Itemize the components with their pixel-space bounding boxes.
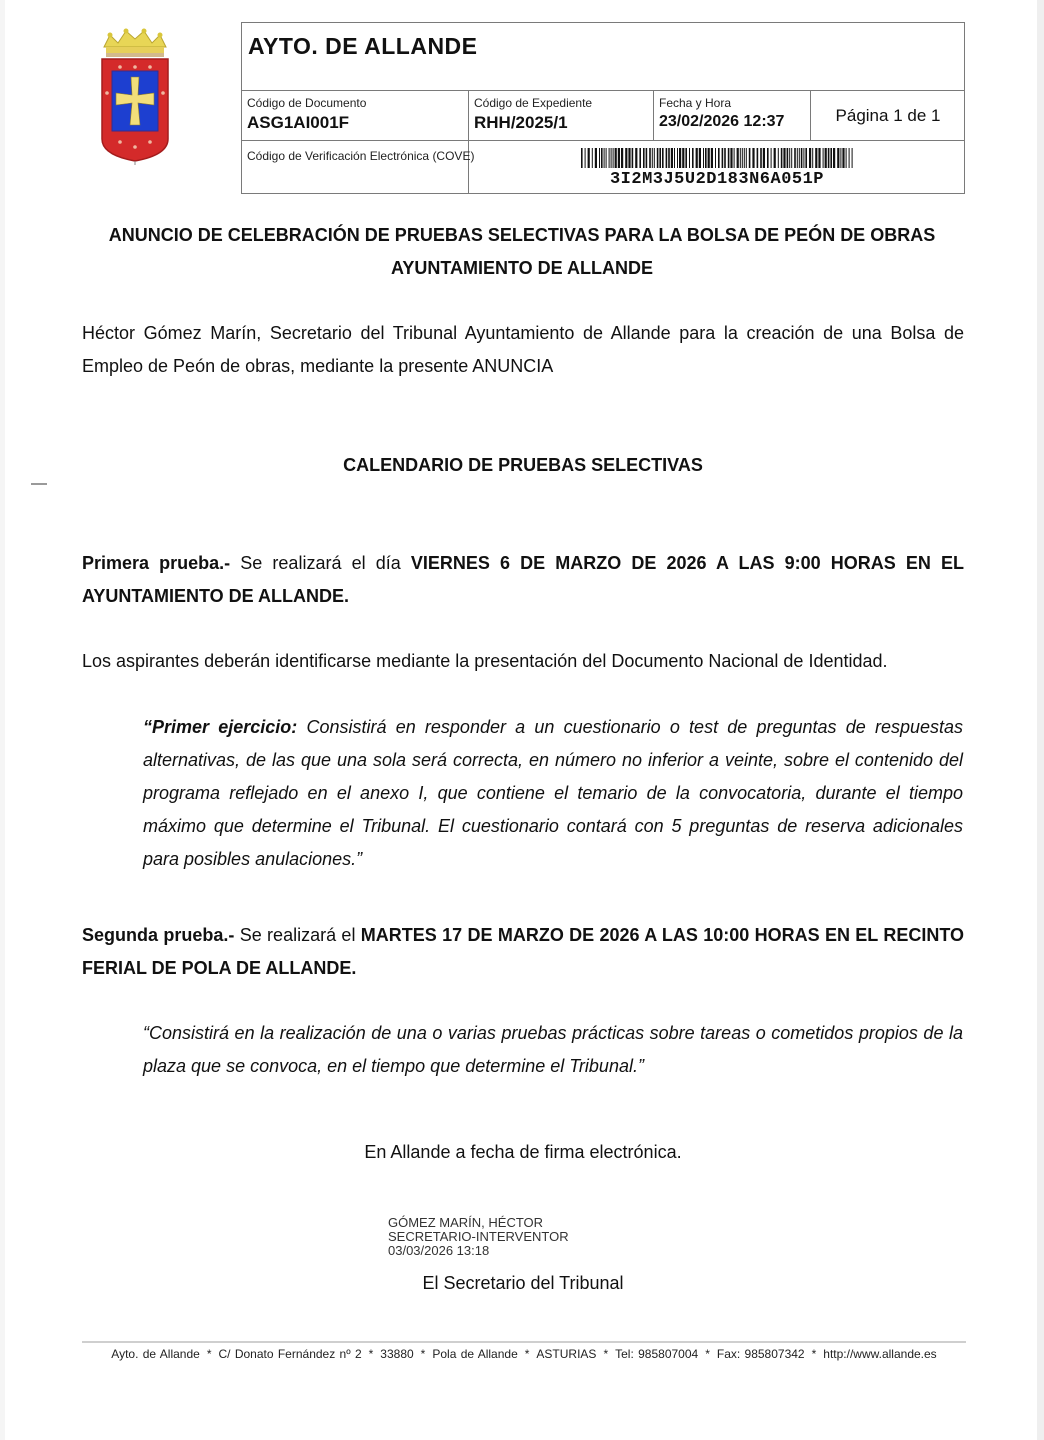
barcode-bar (774, 148, 776, 168)
barcode-bar (674, 148, 675, 168)
page-edge-left (0, 0, 5, 1440)
page-number-cell (811, 90, 965, 140)
document-header-table (241, 22, 965, 194)
barcode-bar (705, 148, 707, 168)
barcode-bar (646, 148, 648, 168)
first-exercise-text: Consistirá en responder a un cuestionario o test de preguntas de respuestas alternativas, de las que una sola será correcta, en número no inferior a veinte, sobre el contenido del programa reflejado en el anexo I, que contiene el temario de la convocatoria, durante el tiempo máximo que determine el Tribunal. El cuestionario contará con 5 preguntas de reserva adicionales para posibles anulaciones.” (143, 717, 964, 869)
barcode-bar (778, 148, 779, 168)
barcode-bar (677, 148, 678, 168)
coat-of-arms-logo (98, 27, 172, 165)
file-code-label: Código de Expediente (474, 96, 593, 110)
barcode-bar (708, 148, 710, 168)
barcode-bar (654, 148, 655, 168)
barcode-bar (846, 148, 847, 168)
barcode-bar (809, 148, 811, 168)
margin-mark (31, 483, 47, 485)
barcode-bar (815, 148, 817, 168)
doc-code-label: Código de Documento (247, 96, 367, 110)
datetime-label: Fecha y Hora (659, 96, 732, 110)
barcode-bar (718, 148, 720, 168)
barcode-bar (783, 148, 785, 168)
barcode-bar (771, 148, 772, 168)
barcode-bar (666, 148, 668, 168)
first-exercise-label: “Primer ejercicio: (143, 717, 298, 737)
identification-paragraph: Los aspirantes deberán identificarse mediante la presentación del Documento Nacional de Identidad. (82, 651, 888, 671)
footer-item: 33880 (380, 1347, 414, 1361)
barcode-bar (734, 148, 735, 168)
barcode-bar (643, 148, 645, 168)
second-test-when-where: MARTES 17 DE MARZO DE 2026 A LAS 10:00 HORAS EN EL RECINTO FERIAL DE POLA DE ALLANDE. (82, 925, 964, 978)
file-code-value: RHH/2025/1 (474, 113, 568, 132)
signer-role: SECRETARIO-INTERVENTOR (388, 1229, 569, 1244)
footer-item: http://www.allande.es (823, 1347, 937, 1361)
barcode-bar (601, 148, 603, 168)
barcode-bar (746, 148, 747, 168)
barcode-bar (737, 148, 739, 168)
footer-address (82, 1347, 966, 1361)
footer-item: C/ Donato Fernández nº 2 (218, 1347, 362, 1361)
barcode-bar (852, 148, 853, 168)
cove-label: Código de Verificación Electrónica (COVE) (247, 149, 475, 163)
barcode-bar (730, 148, 732, 168)
first-test-when-where: VIERNES 6 DE MARZO DE 2026 A LAS 9:00 HORAS EN EL AYUNTAMIENTO DE ALLANDE. (82, 553, 964, 606)
barcode-bar (799, 148, 800, 168)
barcode-bar (742, 148, 743, 168)
barcode-bar (682, 148, 684, 168)
barcode-bar (649, 148, 651, 168)
signer-name: GÓMEZ MARÍN, HÉCTOR (388, 1215, 544, 1230)
signature-datetime: 03/03/2026 13:18 (388, 1243, 490, 1258)
first-exercise-paragraph (143, 711, 963, 876)
page-edge-right (1037, 0, 1044, 1440)
barcode-bar (699, 148, 701, 168)
barcode-bar (632, 148, 634, 168)
barcode-bar (592, 148, 593, 168)
datetime-cell (654, 90, 810, 140)
footer-item: ASTURIAS (536, 1347, 597, 1361)
barcode-bar (801, 148, 803, 168)
doc-code-value: ASG1AI001F (247, 113, 350, 132)
crown-icon (104, 29, 166, 58)
closing-line: En Allande a fecha de firma electrónica. (364, 1142, 682, 1162)
doc-code-cell (242, 90, 468, 140)
barcode-bar (833, 148, 835, 168)
first-test-text: Se realizará el día (230, 553, 411, 573)
barcode-bar (588, 148, 590, 168)
intro-paragraph: Héctor Gómez Marín, Secretario del Tribunal Ayuntamiento de Allande para la creación de una Bolsa de Empleo de Peón de obras, mediante la presente ANUNCIA (82, 323, 964, 376)
page-number: Página 1 de 1 (835, 106, 941, 125)
barcode-bar (595, 148, 597, 168)
barcode-bar (781, 148, 783, 168)
footer-separator: * (206, 1347, 212, 1361)
barcode-bar (689, 148, 690, 168)
first-test-paragraph (82, 547, 964, 613)
barcode-bar (752, 148, 754, 168)
barcode-bar (692, 148, 694, 168)
barcode-bar (604, 148, 605, 168)
barcode-bar (668, 148, 670, 168)
barcode-bar (825, 148, 827, 168)
notice-title-line1: ANUNCIO DE CELEBRACIÓN DE PRUEBAS SELECTIVAS PARA LA BOLSA DE PEÓN DE OBRAS (108, 225, 936, 245)
barcode-bar (611, 148, 612, 168)
barcode-bar (628, 148, 630, 168)
barcode-bar (794, 148, 796, 168)
barcode-bar (849, 148, 850, 168)
barcode-bar (696, 148, 698, 168)
footer-separator: * (811, 1347, 817, 1361)
barcode-bar (828, 148, 830, 168)
notice-title (60, 219, 984, 285)
organization-name: AYTO. DE ALLANDE (248, 33, 478, 59)
barcode-bar (803, 148, 804, 168)
datetime-value: 23/02/2026 12:37 (659, 113, 785, 130)
barcode-bar (715, 148, 716, 168)
barcode-bar (635, 148, 637, 168)
second-test-label: Segunda prueba.- (82, 925, 235, 945)
barcode-bar (711, 148, 713, 168)
cove-label-cell (242, 141, 475, 193)
signer-title: El Secretario del Tribunal (422, 1273, 624, 1293)
barcode-bar (671, 148, 673, 168)
barcode-bar (760, 148, 762, 168)
footer-separator: * (603, 1347, 609, 1361)
footer-separator: * (420, 1347, 426, 1361)
barcode-bar (818, 148, 820, 168)
second-exercise-paragraph: “Consistirá en la realización de una o varias pruebas prácticas sobre tareas o cometidos propios de la plaza que se convoca, en el tiempo que determine el Tribunal.” (143, 1023, 963, 1076)
barcode-bar (749, 148, 751, 168)
barcode-bar (724, 148, 726, 168)
barcode-bar (787, 148, 789, 168)
electronic-signature (388, 1216, 569, 1258)
barcode-bar (599, 148, 600, 168)
first-test-label: Primera prueba.- (82, 553, 231, 573)
barcode-bar (618, 148, 620, 168)
barcode-bar (763, 148, 765, 168)
barcode-bar (639, 148, 641, 168)
footer-item: Tel: 985807004 (615, 1347, 699, 1361)
cove-code: 3I2M3J5U2D183N6A051P (609, 170, 825, 189)
barcode-bar (823, 148, 824, 168)
second-test-text: Se realizará el (234, 925, 361, 945)
cove-cell (469, 141, 965, 193)
barcode-bar (615, 148, 617, 168)
barcode-bar (728, 148, 730, 168)
barcode-bar (767, 148, 769, 168)
footer-separator: * (705, 1347, 710, 1361)
barcode-bar (830, 148, 832, 168)
barcode-bar (581, 148, 583, 168)
barcode-bar (652, 148, 653, 168)
barcode-bar (657, 148, 659, 168)
calendar-heading: CALENDARIO DE PRUEBAS SELECTIVAS (343, 455, 703, 475)
barcode-bar (840, 148, 841, 168)
barcode-bar (621, 148, 623, 168)
barcode-bar (757, 148, 759, 168)
footer-separator: * (524, 1347, 530, 1361)
footer-divider (82, 1341, 966, 1343)
file-code-cell (469, 90, 653, 140)
barcode-bar (625, 148, 627, 168)
barcode-bar (722, 148, 724, 168)
footer-item: Pola de Allande (432, 1347, 518, 1361)
barcode-bar (805, 148, 807, 168)
barcode-bar (744, 148, 745, 168)
barcode-bar (842, 148, 844, 168)
footer-item: Fax: 985807342 (716, 1347, 805, 1361)
footer-item: Ayto. de Allande (111, 1347, 200, 1361)
barcode-bar (837, 148, 839, 168)
barcode-bar (797, 148, 798, 168)
barcode-bar (613, 148, 614, 168)
second-test-paragraph (82, 919, 964, 985)
barcode-bar (662, 148, 664, 168)
barcode (581, 148, 855, 168)
barcode-bar (812, 148, 813, 168)
notice-title-line2: AYUNTAMIENTO DE ALLANDE (390, 258, 653, 278)
barcode-bar (585, 148, 586, 168)
barcode-bar (659, 148, 661, 168)
barcode-bar (703, 148, 704, 168)
barcode-bar (789, 148, 790, 168)
barcode-bar (740, 148, 741, 168)
barcode-bar (791, 148, 792, 168)
barcode-bar (606, 148, 607, 168)
barcode-bar (679, 148, 681, 168)
barcode-bar (609, 148, 610, 168)
footer-separator: * (368, 1347, 374, 1361)
barcode-bar (685, 148, 687, 168)
